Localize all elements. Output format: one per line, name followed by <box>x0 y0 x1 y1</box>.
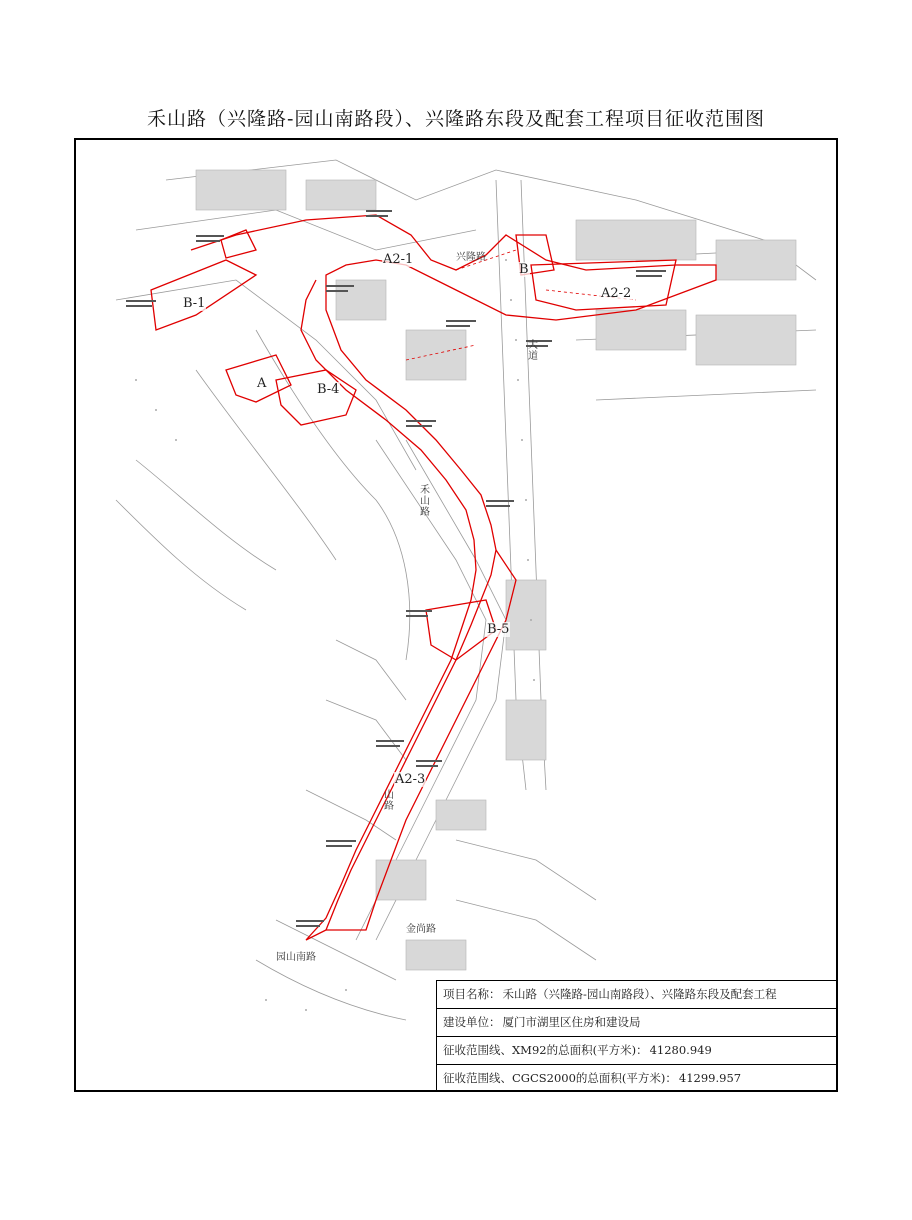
info-table <box>436 980 837 1092</box>
area-xm92-value: 41280.949 <box>649 1043 712 1057</box>
parcel-label-a: A <box>257 376 267 391</box>
road-label-yuanshan: 园山南路 <box>276 952 316 963</box>
map-frame <box>74 138 838 1092</box>
parcel-label-b-1: B-1 <box>183 296 206 311</box>
coordinate-ticks <box>126 210 666 927</box>
info-row-area-xm92 <box>437 1037 837 1065</box>
builder-value: 厦门市湖里区住房和建设局 <box>502 1015 641 1029</box>
project-label: 项目名称： <box>443 987 501 1001</box>
road-label-shan: 山路 <box>384 790 394 812</box>
road-label-xinglong: 兴隆路 <box>456 252 486 263</box>
background-linework <box>116 160 816 1020</box>
parcel-label-b-4: B-4 <box>317 382 340 397</box>
road-label-dadao: 大道 <box>528 340 538 362</box>
parcel-label-a2-1: A2-1 <box>383 252 414 267</box>
info-row-project <box>437 981 837 1009</box>
project-value: 禾山路（兴隆路-园山南路段）、兴隆路东段及配套工程 <box>502 987 777 1001</box>
parcel-label-b: B <box>519 262 529 277</box>
area-cgcs-value: 41299.957 <box>678 1071 742 1085</box>
map-canvas <box>76 140 838 1092</box>
info-row-area-cgcs <box>437 1065 837 1092</box>
road-label-heshan: 禾山路 <box>420 485 430 518</box>
map-title: 禾山路（兴隆路-园山南路段）、兴隆路东段及配套工程项目征收范围图 <box>147 108 765 130</box>
parcel-label-a2-2: A2-2 <box>601 286 632 301</box>
info-row-builder <box>437 1009 837 1037</box>
area-xm92-label: 征收范围线、XM92的总面积(平方米)： <box>443 1043 648 1057</box>
parcel-label-b-5: B-5 <box>487 622 510 637</box>
road-label-jinshang: 金尚路 <box>406 924 436 935</box>
parcel-label-a2-3: A2-3 <box>395 772 426 787</box>
builder-label: 建设单位： <box>443 1015 501 1029</box>
area-cgcs-label: 征收范围线、CGCS2000的总面积(平方米)： <box>443 1071 677 1085</box>
